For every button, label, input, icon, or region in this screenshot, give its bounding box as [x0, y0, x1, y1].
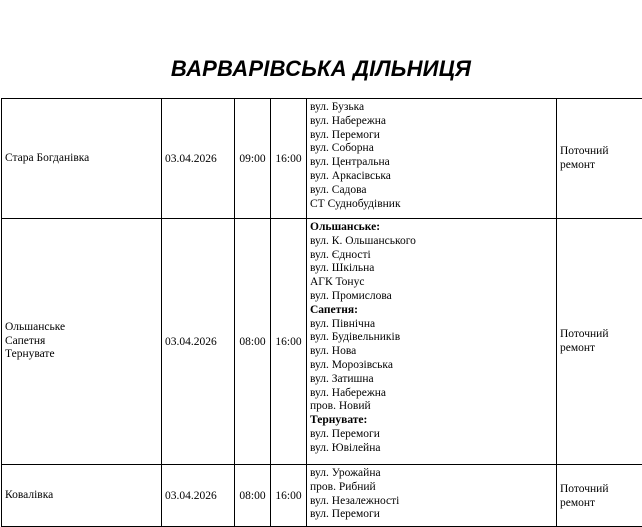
date-cell: 03.04.2026 [162, 219, 235, 465]
street-item: вул. Промислова [310, 289, 392, 302]
locality-group-heading: Тернувате: [310, 414, 368, 427]
start-time-cell: 09:00 [235, 99, 271, 219]
streets-cell [307, 219, 557, 465]
locality-group-heading: Ольшанське: [310, 221, 381, 233]
street-item: вул. К. Ольшанського [310, 234, 416, 247]
street-item: вул. Аркасівська [310, 169, 391, 182]
date-cell: 03.04.2026 [162, 465, 235, 527]
start-time-cell: 08:00 [235, 465, 271, 527]
street-item: вул. Ювілейна [310, 441, 381, 454]
locality-cell [2, 465, 162, 527]
page-title: ВАРВАРІВСЬКА ДІЛЬНИЦЯ [170, 56, 472, 81]
work-type-cell: Поточний ремонт [557, 465, 642, 527]
schedule-body [2, 99, 642, 527]
street-item: вул. Набережна [310, 386, 387, 399]
street-item: вул. Перемоги [310, 427, 380, 440]
date-cell: 03.04.2026 [162, 99, 235, 219]
streets-cell [307, 465, 557, 527]
street-item: вул. Набережна [310, 114, 387, 127]
street-item: вул. Бузька [310, 101, 365, 113]
table-row [2, 219, 642, 465]
locality-name: Стара Богданівка [5, 151, 90, 164]
streets-cell [307, 99, 557, 219]
locality-name: Ковалівка [5, 488, 54, 501]
end-time-cell: 16:00 [271, 465, 307, 527]
table-row [2, 465, 642, 527]
street-item: вул. Незалежності [310, 494, 400, 507]
locality-name: Ольшанське [5, 320, 66, 333]
street-item: пров. Новий [310, 400, 371, 413]
end-time-cell: 16:00 [271, 99, 307, 219]
street-item: вул. Перемоги [310, 508, 380, 521]
street-item: вул. Будівельників [310, 331, 401, 344]
start-time-cell: 08:00 [235, 219, 271, 465]
locality-cell [2, 99, 162, 219]
street-item: АГК Тонус [310, 276, 365, 289]
table-row [2, 99, 642, 219]
street-item: вул. Урожайна [310, 467, 381, 479]
street-item: вул. Шкільна [310, 262, 375, 275]
locality-name: Тернувате [5, 348, 55, 361]
locality-group-heading: Сапетня: [310, 303, 358, 316]
outage-schedule-table [1, 98, 642, 527]
street-item: пров. Рибний [310, 480, 376, 493]
street-item: вул. Садова [310, 183, 367, 196]
street-item: вул. Затишна [310, 372, 374, 385]
locality-name: Сапетня [5, 334, 46, 347]
street-item: вул. Центральна [310, 156, 390, 169]
street-item: вул. Єдності [310, 248, 371, 261]
street-item: вул. Соборна [310, 142, 374, 155]
work-type-cell: Поточний ремонт [557, 219, 642, 465]
street-item: СТ Суднобудівник [310, 197, 401, 210]
work-type-cell: Поточний ремонт [557, 99, 642, 219]
locality-cell [2, 219, 162, 465]
end-time-cell: 16:00 [271, 219, 307, 465]
street-item: вул. Морозівська [310, 358, 393, 371]
street-item: вул. Перемоги [310, 128, 380, 141]
street-item: вул. Північна [310, 317, 376, 330]
street-item: вул. Нова [310, 345, 357, 358]
